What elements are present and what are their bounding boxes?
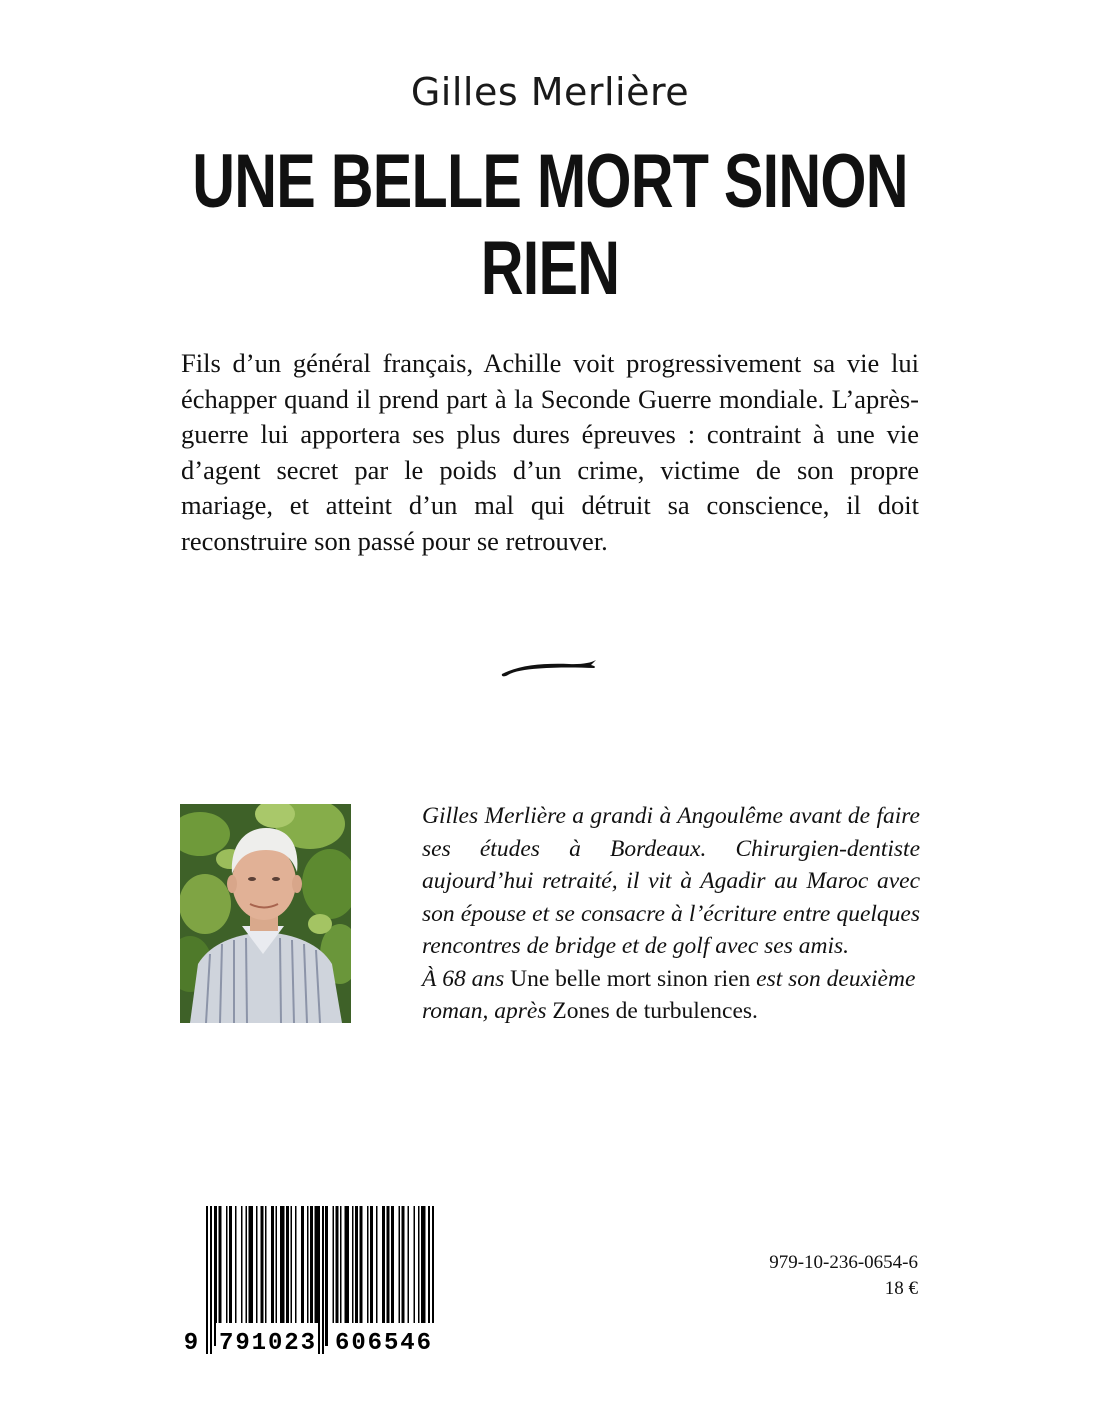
barcode-guard-bar <box>322 1206 324 1354</box>
barcode-digit-first: 9 <box>183 1330 199 1354</box>
bio-paragraph: Gilles Merlière a grandi à Angoulême avant de faire ses études à Bordeaux. Chirurgien-dentiste aujourd’hui retraité, il vit à Agadir au Maroc avec son épouse et se consacre à l’écriture entre quelques rencontres de bridge et de golf avec ses amis. <box>422 803 920 959</box>
bio-previous-book: Zones de turbulences. <box>546 998 758 1024</box>
price: 18 € <box>884 1278 918 1299</box>
barcode-guard-bar <box>206 1206 208 1354</box>
barcode-guard-bar <box>210 1206 212 1354</box>
isbn-number: 979-10-236-0654-6 <box>769 1252 918 1273</box>
synopsis-text: Fils d’un général français, Achille voit progressivement sa vie lui échapper quand il prend part à la Seconde Guerre mondiale. L’après-guerre lui apportera ses plus dures épreuves : contraint à une vie d’agent secret par le poids d’un crime, victime de son propre mariage, et atteint d’un mal qui détruit sa conscience, il doit reconstruire son passé pour se retrouver. <box>181 348 919 556</box>
book-title: UNE BELLE MORT SINON RIEN <box>192 139 908 311</box>
isbn-barcode <box>181 1206 453 1354</box>
barcode-digits-left: 791023 <box>219 1330 315 1354</box>
isbn-price-block <box>700 1250 918 1302</box>
bio-paragraph-books <box>422 963 920 1028</box>
author-photo <box>180 804 351 1023</box>
bio-book-title: Une belle mort sinon rien <box>504 965 757 992</box>
barcode-digits-right: 606546 <box>335 1330 431 1354</box>
ink-brush-stroke-icon <box>499 655 599 679</box>
author-bio <box>422 800 920 1028</box>
bio-connector: est son deuxième roman, après <box>422 965 916 1024</box>
bio-age: À 68 ans <box>422 965 505 992</box>
author-name: Gilles Merlière <box>410 70 690 114</box>
barcode-bar <box>325 1206 328 1346</box>
